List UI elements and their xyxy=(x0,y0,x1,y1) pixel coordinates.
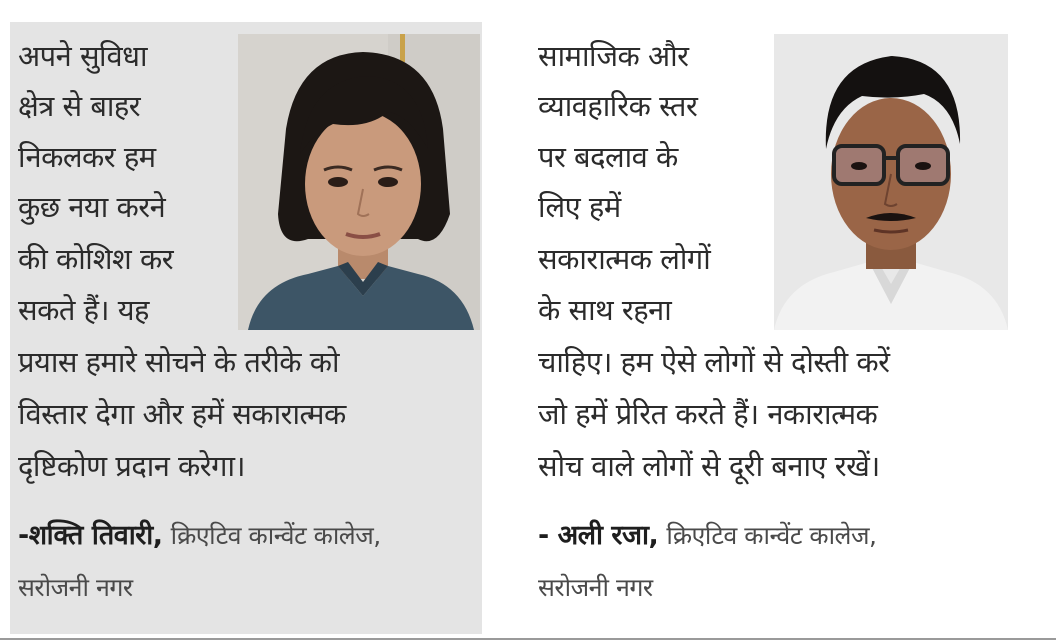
right-author-name: - अली रजा, xyxy=(538,520,659,551)
left-quote-line-8: विस्तार देगा और हमें सकारात्मक xyxy=(18,397,346,431)
right-location: सरोजनी नगर xyxy=(538,573,653,602)
left-quote-panel xyxy=(10,22,482,634)
right-quote-line-3: पर बदलाव के xyxy=(538,140,678,174)
left-quote-line-5: की कोशिश कर xyxy=(18,242,174,276)
right-quote-panel xyxy=(530,22,1046,634)
right-quote-line-5: सकारात्मक लोगों xyxy=(538,242,711,276)
left-quote-line-9: दृष्टिकोण प्रदान करेगा। xyxy=(18,449,246,483)
left-college-name: क्रिएटिव कान्वेंट कालेज, xyxy=(170,521,381,550)
left-location: सरोजनी नगर xyxy=(18,573,133,602)
left-quote-line-1: अपने सुविधा xyxy=(18,39,148,73)
portrait-photo-man xyxy=(774,34,1008,330)
right-quote-line-4: लिए हमें xyxy=(538,190,621,224)
right-quote-line-6: के साथ रहना xyxy=(538,293,672,327)
left-byline xyxy=(18,516,381,556)
right-quote-line-9: सोच वाले लोगों से दूरी बनाए रखें। xyxy=(538,449,880,483)
left-author-name: -शक्ति तिवारी, xyxy=(18,520,163,551)
left-quote-line-3: निकलकर हम xyxy=(18,140,156,174)
bottom-divider xyxy=(0,638,1056,640)
right-college-name: क्रिएटिव कान्वेंट कालेज, xyxy=(666,521,877,550)
right-quote-line-7: चाहिए। हम ऐसे लोगों से दोस्ती करें xyxy=(538,345,890,379)
right-quote-line-1: सामाजिक और xyxy=(538,39,689,73)
left-quote-line-6: सकते हैं। यह xyxy=(18,293,149,327)
left-quote-line-2: क्षेत्र से बाहर xyxy=(18,89,141,123)
portrait-photo-girl xyxy=(238,34,480,330)
right-quote-line-8: जो हमें प्रेरित करते हैं। नकारात्मक xyxy=(538,397,878,431)
right-byline xyxy=(538,516,877,556)
left-quote-line-7: प्रयास हमारे सोचने के तरीके को xyxy=(18,345,339,379)
left-quote-line-4: कुछ नया करने xyxy=(18,190,166,224)
right-quote-line-2: व्यावहारिक स्तर xyxy=(538,89,698,123)
